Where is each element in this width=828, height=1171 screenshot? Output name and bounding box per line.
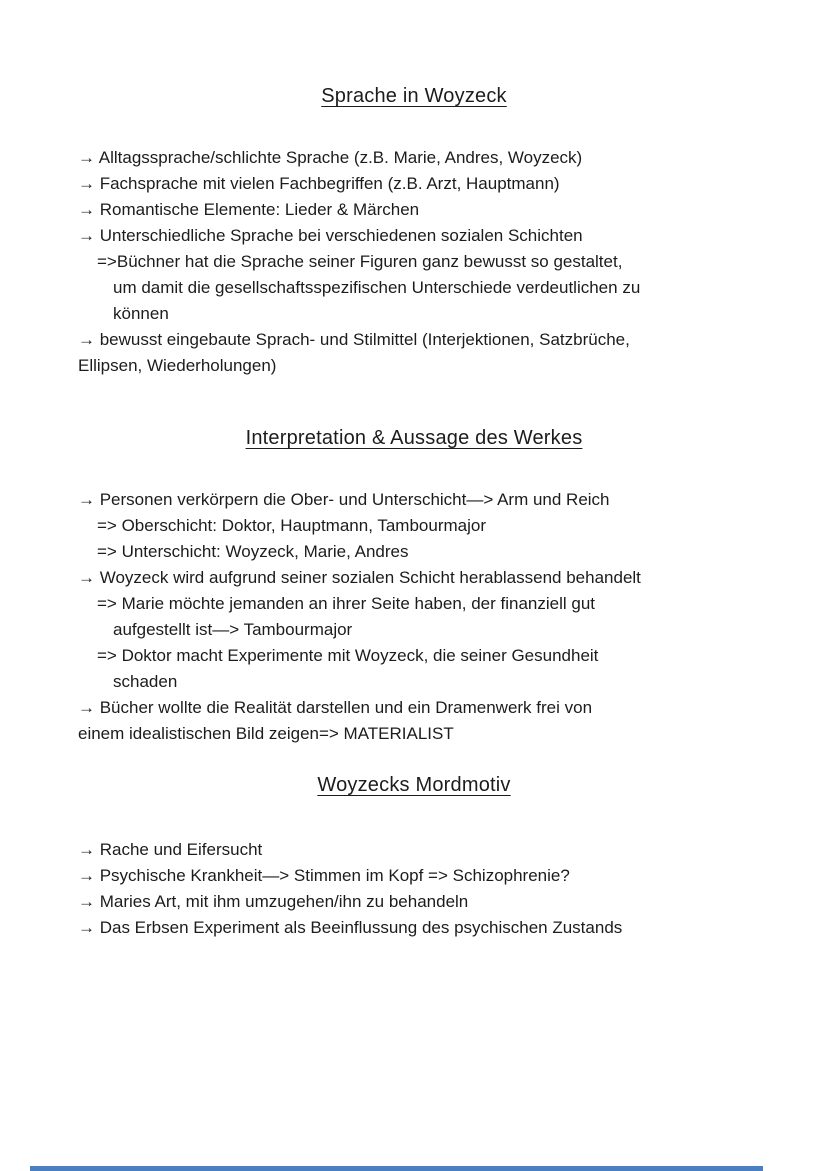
note-line: → Rache und Eifersucht [78, 840, 263, 859]
note-line: → Bücher wollte die Realität darstellen und ein Dramenwerk frei von [78, 698, 593, 717]
note-line: => Unterschicht: Woyzeck, Marie, Andres [97, 542, 409, 561]
note-line: → Fachsprache mit vielen Fachbegriffen (z.B. Arzt, Hauptmann) [78, 174, 560, 193]
page-edge-rule [30, 1166, 763, 1171]
note-line: → Unterschiedliche Sprache bei verschiedenen sozialen Schichten [78, 226, 583, 245]
note-line: einem idealistischen Bild zeigen=> MATERIALIST [78, 724, 454, 743]
note-line: aufgestellt ist—> Tambourmajor [113, 620, 353, 639]
note-line: Ellipsen, Wiederholungen) [78, 356, 277, 375]
section-woyzecks-mordmotiv [78, 773, 750, 941]
note-line: =>Büchner hat die Sprache seiner Figuren ganz bewusst so gestaltet, [97, 252, 623, 271]
note-line: → Das Erbsen Experiment als Beeinflussung des psychischen Zustands [78, 918, 623, 937]
section-heading: Sprache in Woyzeck [321, 85, 507, 107]
note-line: => Oberschicht: Doktor, Hauptmann, Tambourmajor [97, 516, 486, 535]
note-line: → Romantische Elemente: Lieder & Märchen [78, 200, 420, 219]
note-line: um damit die gesellschaftsspezifischen Unterschiede verdeutlichen zu [113, 278, 641, 297]
note-line: => Doktor macht Experimente mit Woyzeck, die seiner Gesundheit [97, 646, 599, 665]
section-heading: Woyzecks Mordmotiv [317, 774, 511, 796]
section-heading: Interpretation & Aussage des Werkes [245, 427, 583, 449]
note-line: → bewusst eingebaute Sprach- und Stilmittel (Interjektionen, Satzbrüche, [78, 330, 630, 349]
note-line: => Marie möchte jemanden an ihrer Seite haben, der finanziell gut [97, 594, 596, 613]
note-line: können [113, 304, 169, 323]
note-line: → Maries Art, mit ihm umzugehen/ihn zu behandeln [78, 892, 469, 911]
note-line: → Woyzeck wird aufgrund seiner sozialen Schicht herablassend behandelt [78, 568, 641, 587]
note-line: → Personen verkörpern die Ober- und Unterschicht—> Arm und Reich [78, 490, 610, 509]
note-line: → Alltagssprache/schlichte Sprache (z.B. Marie, Andres, Woyzeck) [78, 148, 583, 167]
sections [78, 84, 750, 941]
note-line: → Psychische Krankheit—> Stimmen im Kopf => Schizophrenie? [78, 866, 570, 885]
note-line: schaden [113, 672, 178, 691]
section-interpretation-und-aussage [78, 426, 750, 747]
section-sprache-in-woyzeck [78, 84, 750, 379]
